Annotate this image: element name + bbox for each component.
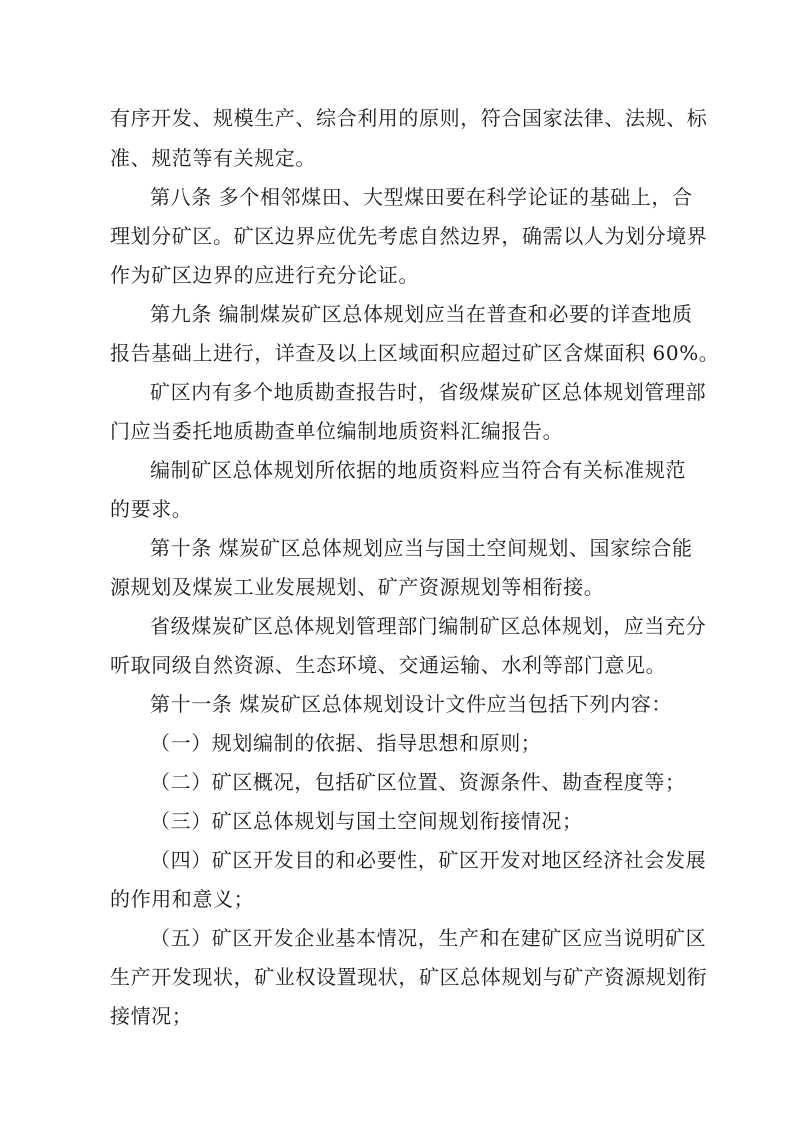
text-line: 的作用和意义； bbox=[110, 887, 255, 911]
text-line: 第九条 编制煤炭矿区总体规划应当在普查和必要的详查地质 bbox=[150, 302, 693, 326]
text-line: 省级煤炭矿区总体规划管理部门编制矿区总体规划，应当充分 bbox=[150, 614, 707, 638]
text-line: 门应当委托地质勘查单位编制地质资料汇编报告。 bbox=[110, 419, 564, 443]
text-line: 编制矿区总体规划所依据的地质资料应当符合有关标准规范 bbox=[150, 458, 686, 482]
text-line: 的要求。 bbox=[110, 497, 193, 521]
text-line: 第十一条 煤炭矿区总体规划设计文件应当包括下列内容： bbox=[150, 692, 672, 716]
text-line: 作为矿区边界的应进行充分论证。 bbox=[110, 263, 419, 287]
text-line: 听取同级自然资源、生态环境、交通运输、水利等部门意见。 bbox=[110, 653, 667, 677]
text-line: 理划分矿区。矿区边界应优先考虑自然边界，确需以人为划分境界 bbox=[110, 224, 708, 248]
text-line: 接情况； bbox=[110, 1004, 193, 1028]
text-line: 生产开发现状，矿业权设置现状，矿区总体规划与矿产资源规划衔 bbox=[110, 965, 708, 989]
text-line: 源规划及煤炭工业发展规划、矿产资源规划等相衔接。 bbox=[110, 575, 605, 599]
list-item-1: （一）规划编制的依据、指导思想和原则； bbox=[150, 731, 542, 755]
list-item-2: （二）矿区概况，包括矿区位置、资源条件、勘查程度等； bbox=[150, 770, 686, 794]
text-line: 矿区内有多个地质勘查报告时，省级煤炭矿区总体规划管理部 bbox=[150, 380, 707, 404]
text-line: 有序开发、规模生产、综合利用的原则，符合国家法律、法规、标 bbox=[110, 106, 708, 130]
list-item-5: （五）矿区开发企业基本情况，生产和在建矿区应当说明矿区 bbox=[150, 926, 707, 950]
list-item-4: （四）矿区开发目的和必要性，矿区开发对地区经济社会发展 bbox=[150, 848, 707, 872]
text-line: 准、规范等有关规定。 bbox=[110, 146, 316, 170]
text-line: 报告基础上进行，详查及以上区域面积应超过矿区含煤面积 60%。 bbox=[110, 341, 720, 365]
text-line: 第八条 多个相邻煤田、大型煤田要在科学论证的基础上，合 bbox=[150, 185, 693, 209]
list-item-3: （三）矿区总体规划与国土空间规划衔接情况； bbox=[150, 809, 583, 833]
text-line: 第十条 煤炭矿区总体规划应当与国土空间规划、国家综合能 bbox=[150, 536, 693, 560]
